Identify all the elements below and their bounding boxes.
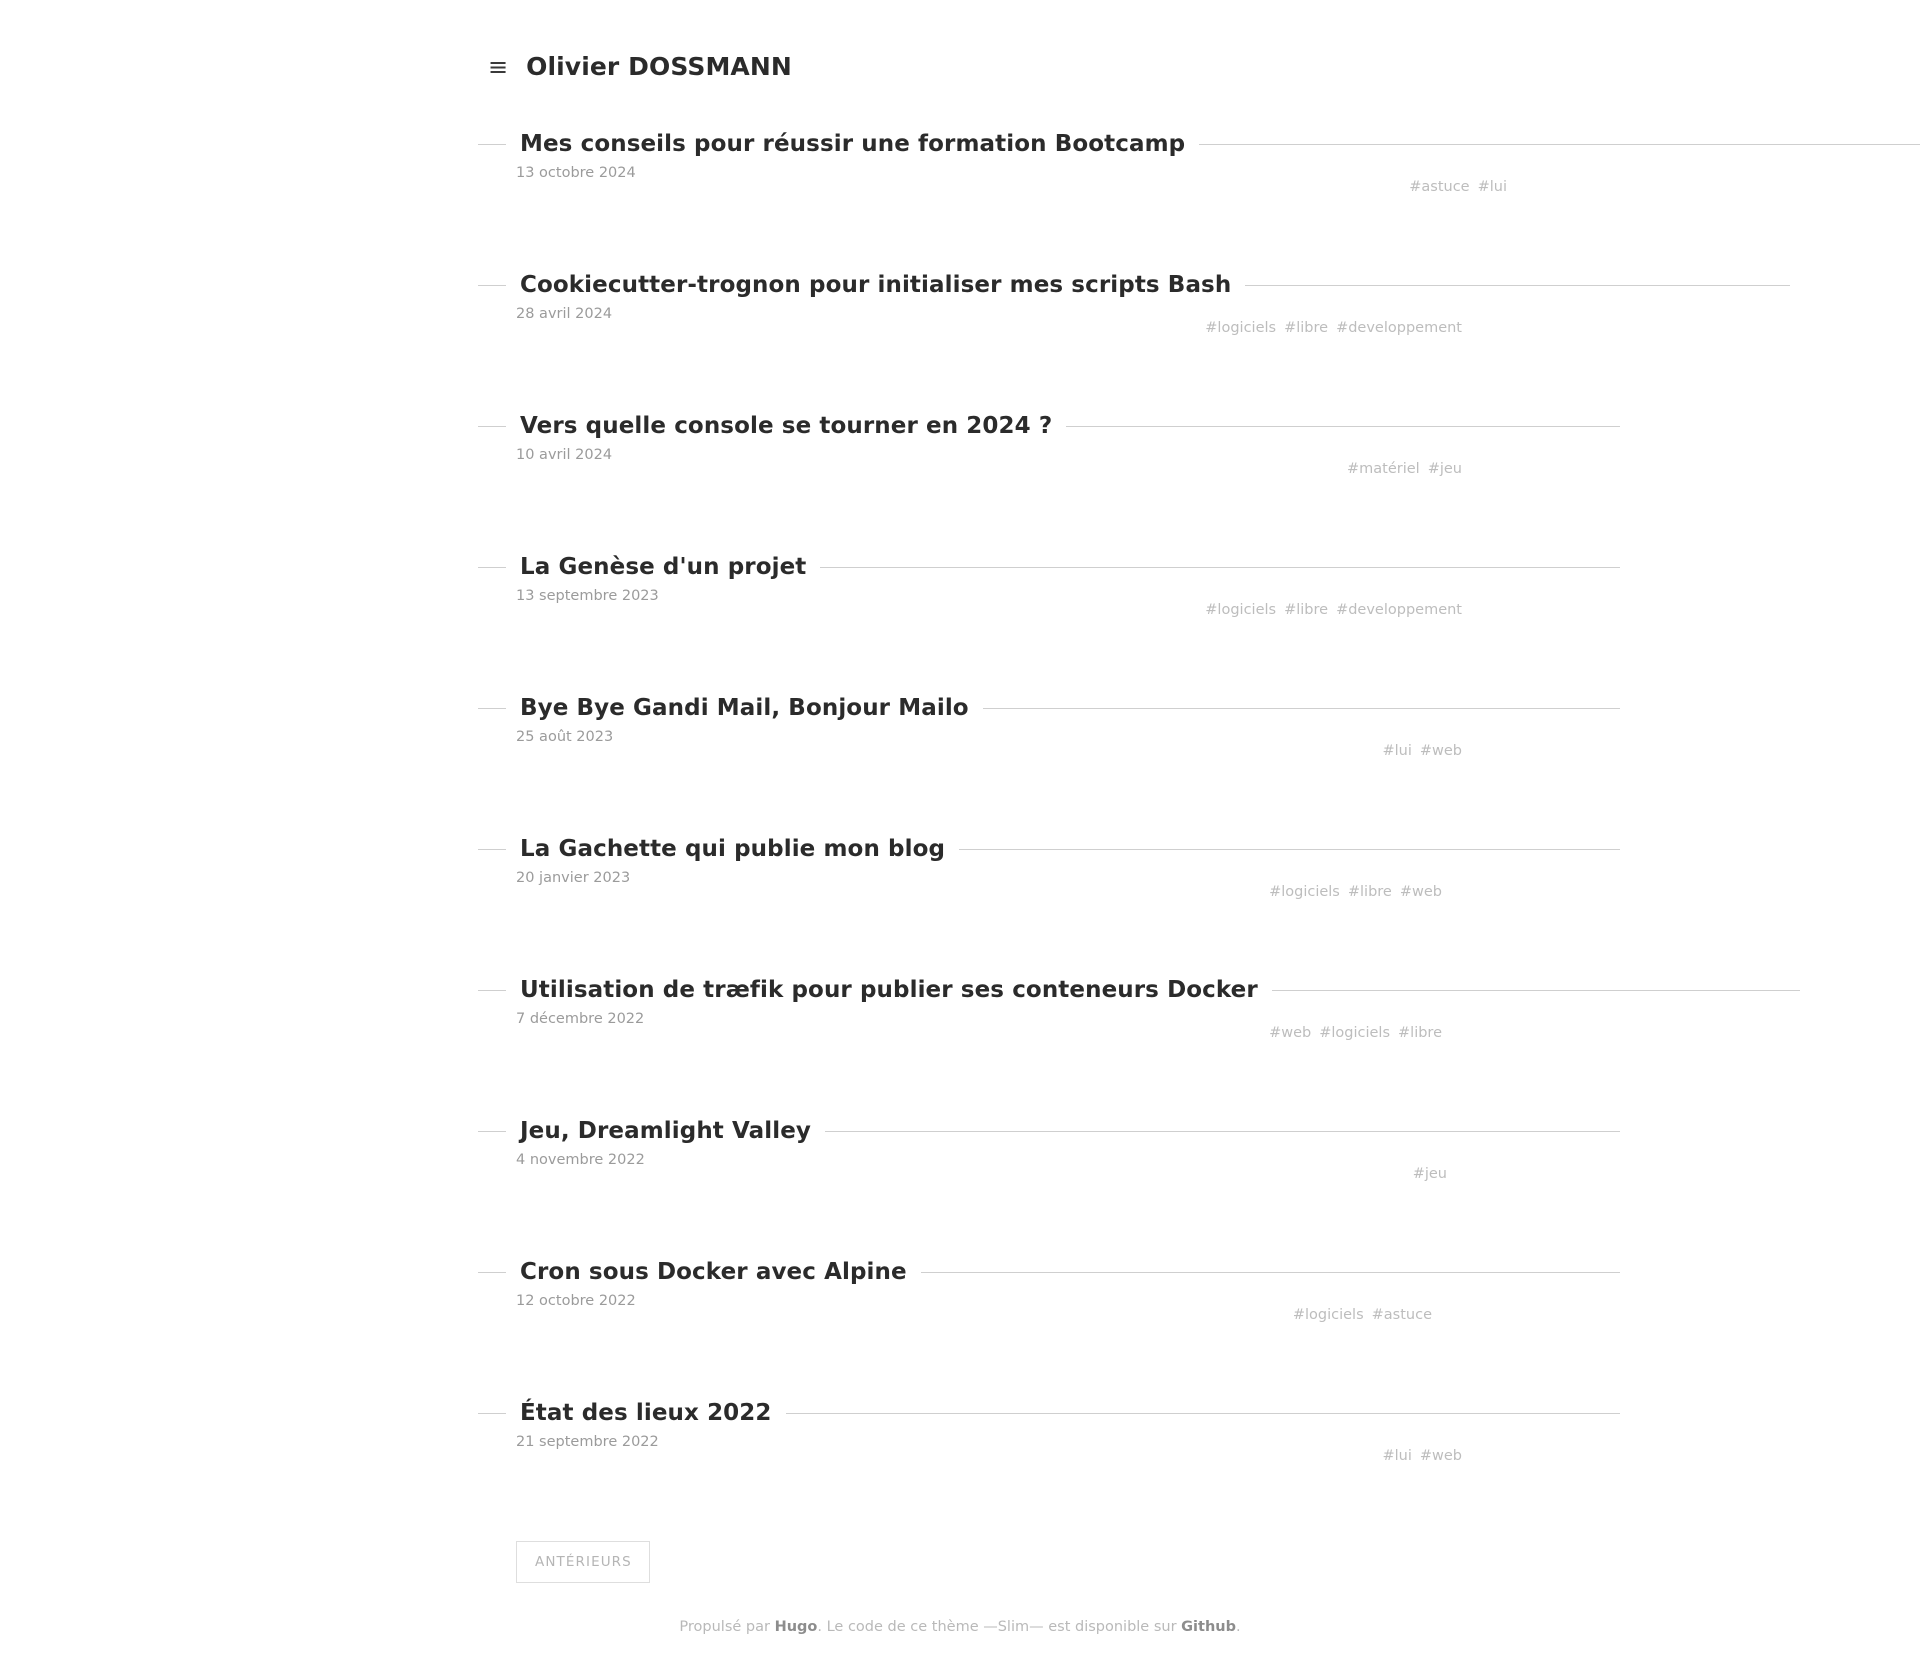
post-meta [0,1152,1920,1182]
post-list [0,131,1920,1464]
post-title-link[interactable]: La Gachette qui publie mon blog [520,836,946,862]
post-title-link[interactable]: La Genèse d'un projet [520,554,807,580]
post-list-item [0,977,1920,1041]
post-meta [0,447,1920,477]
tag-group [1261,881,1442,900]
tag-group [1374,1445,1462,1464]
tag-link[interactable]: #jeu [1427,461,1462,477]
rule-left [478,708,506,709]
post-headline [0,413,1920,439]
rule-right [1272,990,1800,991]
rule-right [820,567,1620,568]
post-title-link[interactable]: Cron sous Docker avec Alpine [520,1259,907,1285]
post-date: 10 avril 2024 [516,447,613,463]
tag-link[interactable]: #web [1269,1025,1312,1041]
tag-group [1197,317,1462,336]
hugo-link[interactable]: Hugo [774,1619,818,1635]
rule-right [1066,426,1620,427]
previous-page-button[interactable]: ANTÉRIEURS [516,1541,650,1583]
tag-link[interactable]: #lui [1382,1448,1412,1464]
post-headline [0,1259,1920,1285]
post-tags [644,1022,1692,1041]
post-tags [636,176,1692,195]
post-headline [0,836,1920,862]
rule-right [786,1413,1621,1414]
tag-link[interactable]: #libre [1347,884,1392,900]
rule-right [1199,144,1920,145]
post-tags [645,1163,1692,1182]
post-list-item [0,554,1920,618]
post-meta-row [516,1293,1692,1323]
post-date: 4 novembre 2022 [516,1152,645,1168]
site-footer [0,1619,1920,1655]
post-list-item [0,131,1920,195]
rule-left [478,426,506,427]
post-list-item [0,272,1920,336]
pagination [0,1541,1920,1583]
tag-link[interactable]: #lui [1382,743,1412,759]
post-list-item [0,836,1920,900]
rule-right [983,708,1620,709]
rule-right [1245,285,1790,286]
post-list-item [0,695,1920,759]
post-title-link[interactable]: Jeu, Dreamlight Valley [520,1118,812,1144]
tag-link[interactable]: #developpement [1336,602,1462,618]
footer-text-3: . [1235,1619,1241,1635]
post-meta [0,1293,1920,1323]
post-tags [659,1445,1692,1464]
post-title-link[interactable]: État des lieux 2022 [520,1400,772,1426]
post-date: 25 août 2023 [516,729,614,745]
tag-group [1339,458,1462,477]
tag-link[interactable]: #logiciels [1205,320,1277,336]
post-meta [0,1434,1920,1464]
post-meta [0,165,1920,195]
footer-text-1: Propulsé par [679,1619,775,1635]
post-list-item [0,1400,1920,1464]
post-date: 12 octobre 2022 [516,1293,636,1309]
post-tags [612,317,1692,336]
github-link[interactable]: Github [1181,1619,1236,1635]
rule-left [478,1131,506,1132]
post-meta-row [516,729,1692,759]
tag-link[interactable]: #astuce [1371,1307,1432,1323]
post-meta-row [516,306,1692,336]
post-title-link[interactable]: Utilisation de træfik pour publier ses conteneurs Docker [520,977,1258,1003]
post-headline [0,131,1920,157]
post-meta [0,306,1920,336]
rule-right [921,1272,1620,1273]
post-list-item [0,413,1920,477]
tag-link[interactable]: #matériel [1346,461,1420,477]
tag-link[interactable]: #logiciels [1319,1025,1391,1041]
post-date: 28 avril 2024 [516,306,613,322]
post-meta-row [516,588,1692,618]
tag-link[interactable]: #logiciels [1269,884,1340,900]
post-date: 13 septembre 2023 [516,588,659,604]
post-meta-row [516,165,1692,195]
rule-left [478,144,506,145]
post-meta [0,588,1920,618]
tag-link[interactable]: #libre [1284,602,1329,618]
tag-link[interactable]: #jeu [1412,1166,1447,1182]
site-header [0,0,1920,81]
post-headline [0,1118,1920,1144]
tag-link[interactable]: #libre [1284,320,1329,336]
footer-text-2: . Le code de ce thème —Slim— est disponible sur [817,1619,1182,1635]
post-date: 21 septembre 2022 [516,1434,659,1450]
rule-left [478,567,506,568]
post-date: 20 janvier 2023 [516,870,631,886]
post-title-link[interactable]: Bye Bye Gandi Mail, Bonjour Mailo [520,695,969,721]
tag-link[interactable]: #web [1399,884,1442,900]
hamburger-menu-icon[interactable]: ≡ [488,52,509,81]
tag-link[interactable]: #astuce [1409,179,1470,195]
post-meta-row [516,1434,1692,1464]
rule-right [959,849,1620,850]
tag-group [1374,740,1462,759]
tag-link[interactable]: #web [1419,743,1462,759]
post-headline [0,695,1920,721]
post-tags [612,458,1692,477]
post-meta [0,1011,1920,1041]
post-meta-row [516,1152,1692,1182]
post-meta [0,729,1920,759]
tag-link[interactable]: #libre [1398,1025,1442,1041]
site-title[interactable]: Olivier DOSSMANN [526,52,792,81]
post-tags [636,1304,1692,1323]
tag-link[interactable]: #developpement [1336,320,1462,336]
tag-group [1285,1304,1432,1323]
post-meta-row [516,870,1692,900]
tag-link[interactable]: #logiciels [1292,1307,1364,1323]
post-list-item [0,1259,1920,1323]
post-title-link[interactable]: Vers quelle console se tourner en 2024 ? [520,413,1053,439]
post-list-item [0,1118,1920,1182]
post-date: 7 décembre 2022 [516,1011,645,1027]
rule-left [478,990,506,991]
tag-link[interactable]: #lui [1477,179,1507,195]
post-title-link[interactable]: Mes conseils pour réussir une formation Bootcamp [520,131,1186,157]
tag-group [1197,599,1462,618]
tag-group [1261,1022,1442,1041]
rule-left [478,849,506,850]
tag-link[interactable]: #logiciels [1205,602,1277,618]
post-title-link[interactable]: Cookiecutter-trognon pour initialiser mes scripts Bash [520,272,1232,298]
rule-right [825,1131,1620,1132]
post-tags [659,599,1692,618]
tag-link[interactable]: #web [1419,1448,1462,1464]
post-date: 13 octobre 2024 [516,165,636,181]
post-tags [630,881,1692,900]
post-meta-row [516,1011,1692,1041]
rule-left [478,1413,506,1414]
post-headline [0,554,1920,580]
tag-group [1401,176,1507,195]
post-meta-row [516,447,1692,477]
tag-group [1405,1163,1447,1182]
post-meta [0,870,1920,900]
post-tags [613,740,1692,759]
rule-left [478,1272,506,1273]
rule-left [478,285,506,286]
post-headline [0,272,1920,298]
post-headline [0,977,1920,1003]
post-headline [0,1400,1920,1426]
